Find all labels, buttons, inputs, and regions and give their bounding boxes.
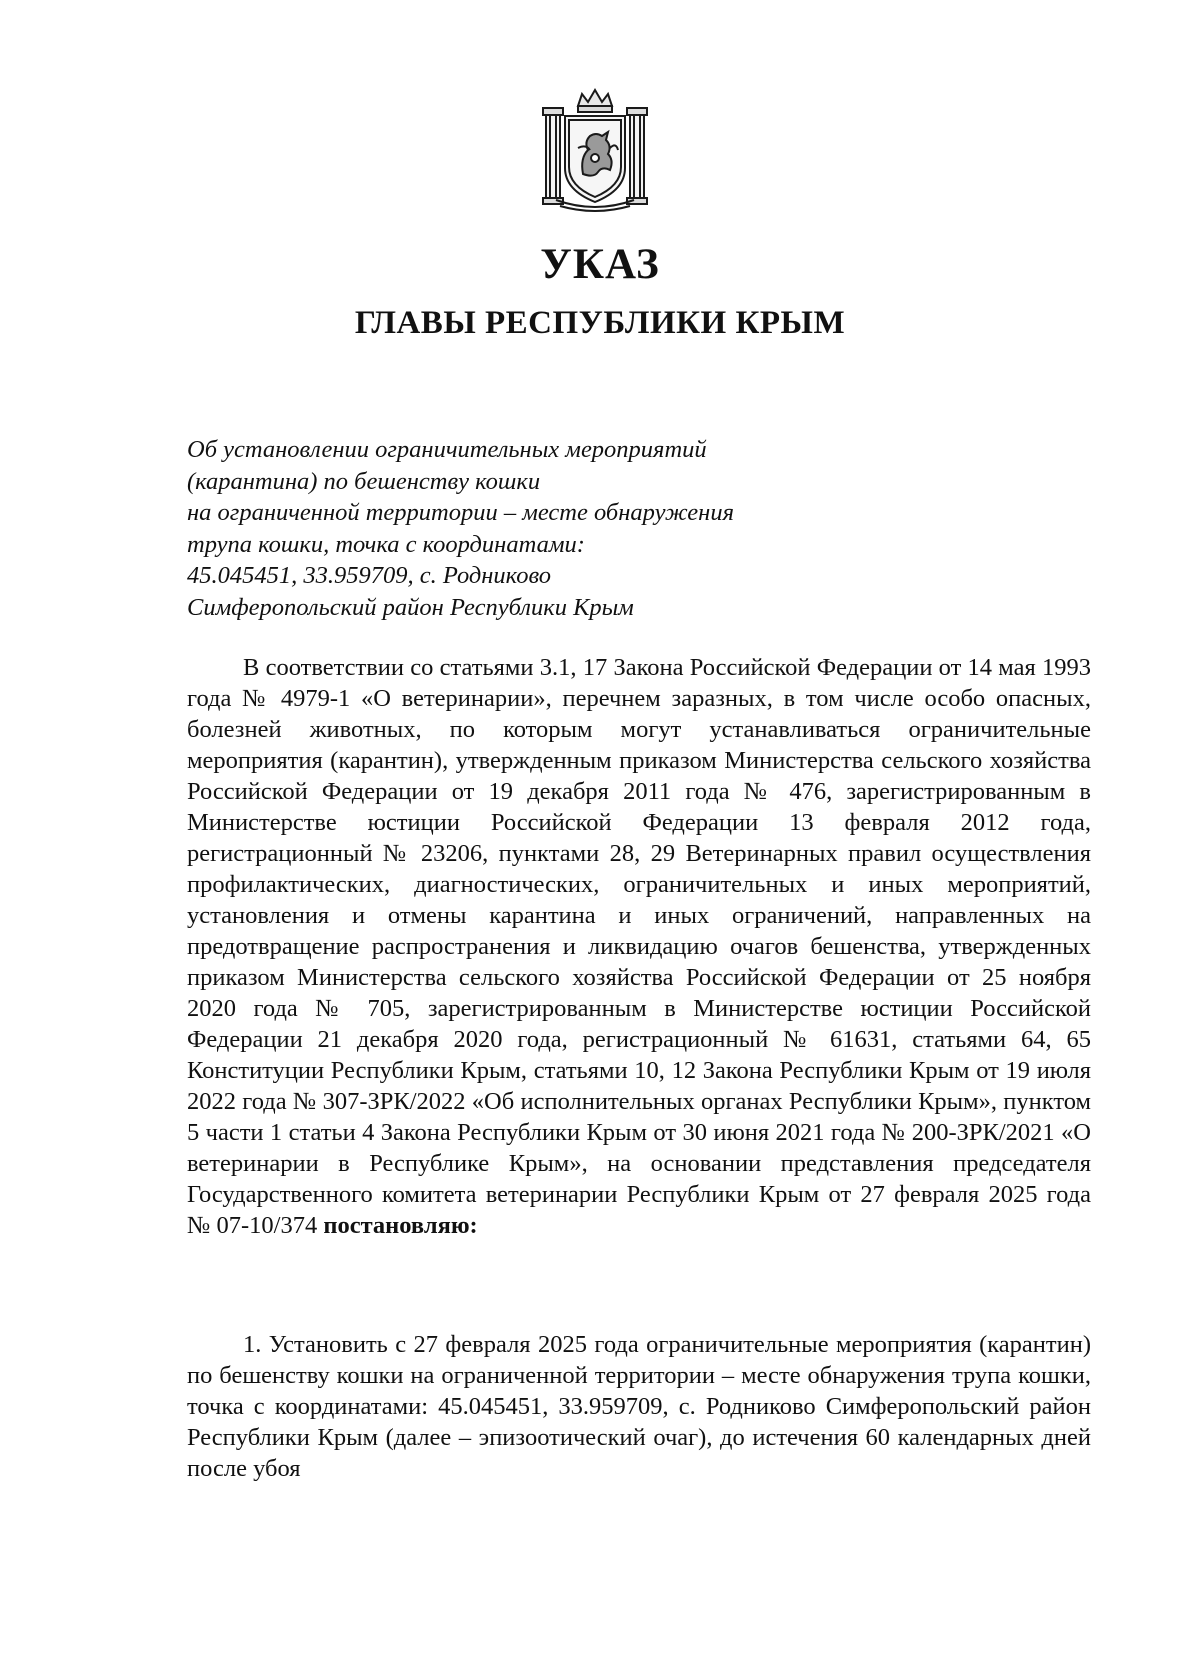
preamble-paragraph xyxy=(187,652,1091,1241)
subject-line: Симферопольский район Республики Крым xyxy=(187,593,634,621)
subject-line: 45.045451, 33.959709, с. Родниково xyxy=(187,562,552,589)
item-1-paragraph: 1. Установить с 27 февраля 2025 года ограничительные мероприятия (карантин) по бешенству кошки на ограниченной территории – месте обнаружения трупа кошки, точка с координатами: 45.045451, 33.959709, с. Родниково Симферопольский район Республики Крым (далее – эпизоотический очаг), до истечения 60 календарных дней после убоя xyxy=(187,1331,1091,1482)
decree-title: УКАЗ xyxy=(540,241,660,288)
coat-of-arms-emblem xyxy=(538,88,652,212)
preamble-text: В соответствии со статьями 3.1, 17 Закона Российской Федерации от 14 мая 1993 года № 4979-1 «О ветеринарии», перечнем заразных, в том числе особо опасных, болезней животных, по которым могут устанавливаться ограничительные мероприятия (карантин), утвержденным приказом Министерства сельского хозяйства Российской Федерации от 19 декабря 2011 года № 476, зарегистрированным в Министерстве юстиции Российской Федерации 13 февраля 2012 года, регистрационный № 23206, пунктами 28, 29 Ветеринарных правил осуществления профилактических, диагностических, ограничительных и иных мероприятий, установления и отмены карантина и иных ограничений, направленных на предотвращение распространения и ликвидацию очагов бешенства, утвержденных приказом Министерства сельского хозяйства Российской Федерации от 25 ноября 2020 года № 705, зарегистрированным в Министерстве юстиции Российской Федерации 21 декабря 2020 года, регистрационный № 61631, статьями 64, 65 Конституции Республики Крым, статьями 10, 12 Закона Республики Крым от 19 июля 2022 года № 307-ЗРК/2022 «Об исполнительных органах Республики Крым», пунктом 5 части 1 статьи 4 Закона Республики Крым от 30 июня 2021 года № 200-ЗРК/2021 «О ветеринарии в Республике Крым», на основании представления председателя Государственного комитета ветеринарии Республики Крым от 27 февраля 2025 года № 07-10/374 xyxy=(187,654,1091,1239)
subject-line: на ограниченной территории – месте обнаружения xyxy=(187,499,734,526)
subject-line: Об установлении ограничительных мероприятий xyxy=(187,436,707,463)
decree-issuer: ГЛАВЫ РЕСПУБЛИКИ КРЫМ xyxy=(354,305,846,341)
decree-word: постановляю: xyxy=(323,1212,478,1239)
subject-line: (карантина) по бешенству кошки xyxy=(187,467,541,495)
decree-subject xyxy=(187,434,827,623)
subject-line: трупа кошки, точка с координатами: xyxy=(187,530,585,558)
